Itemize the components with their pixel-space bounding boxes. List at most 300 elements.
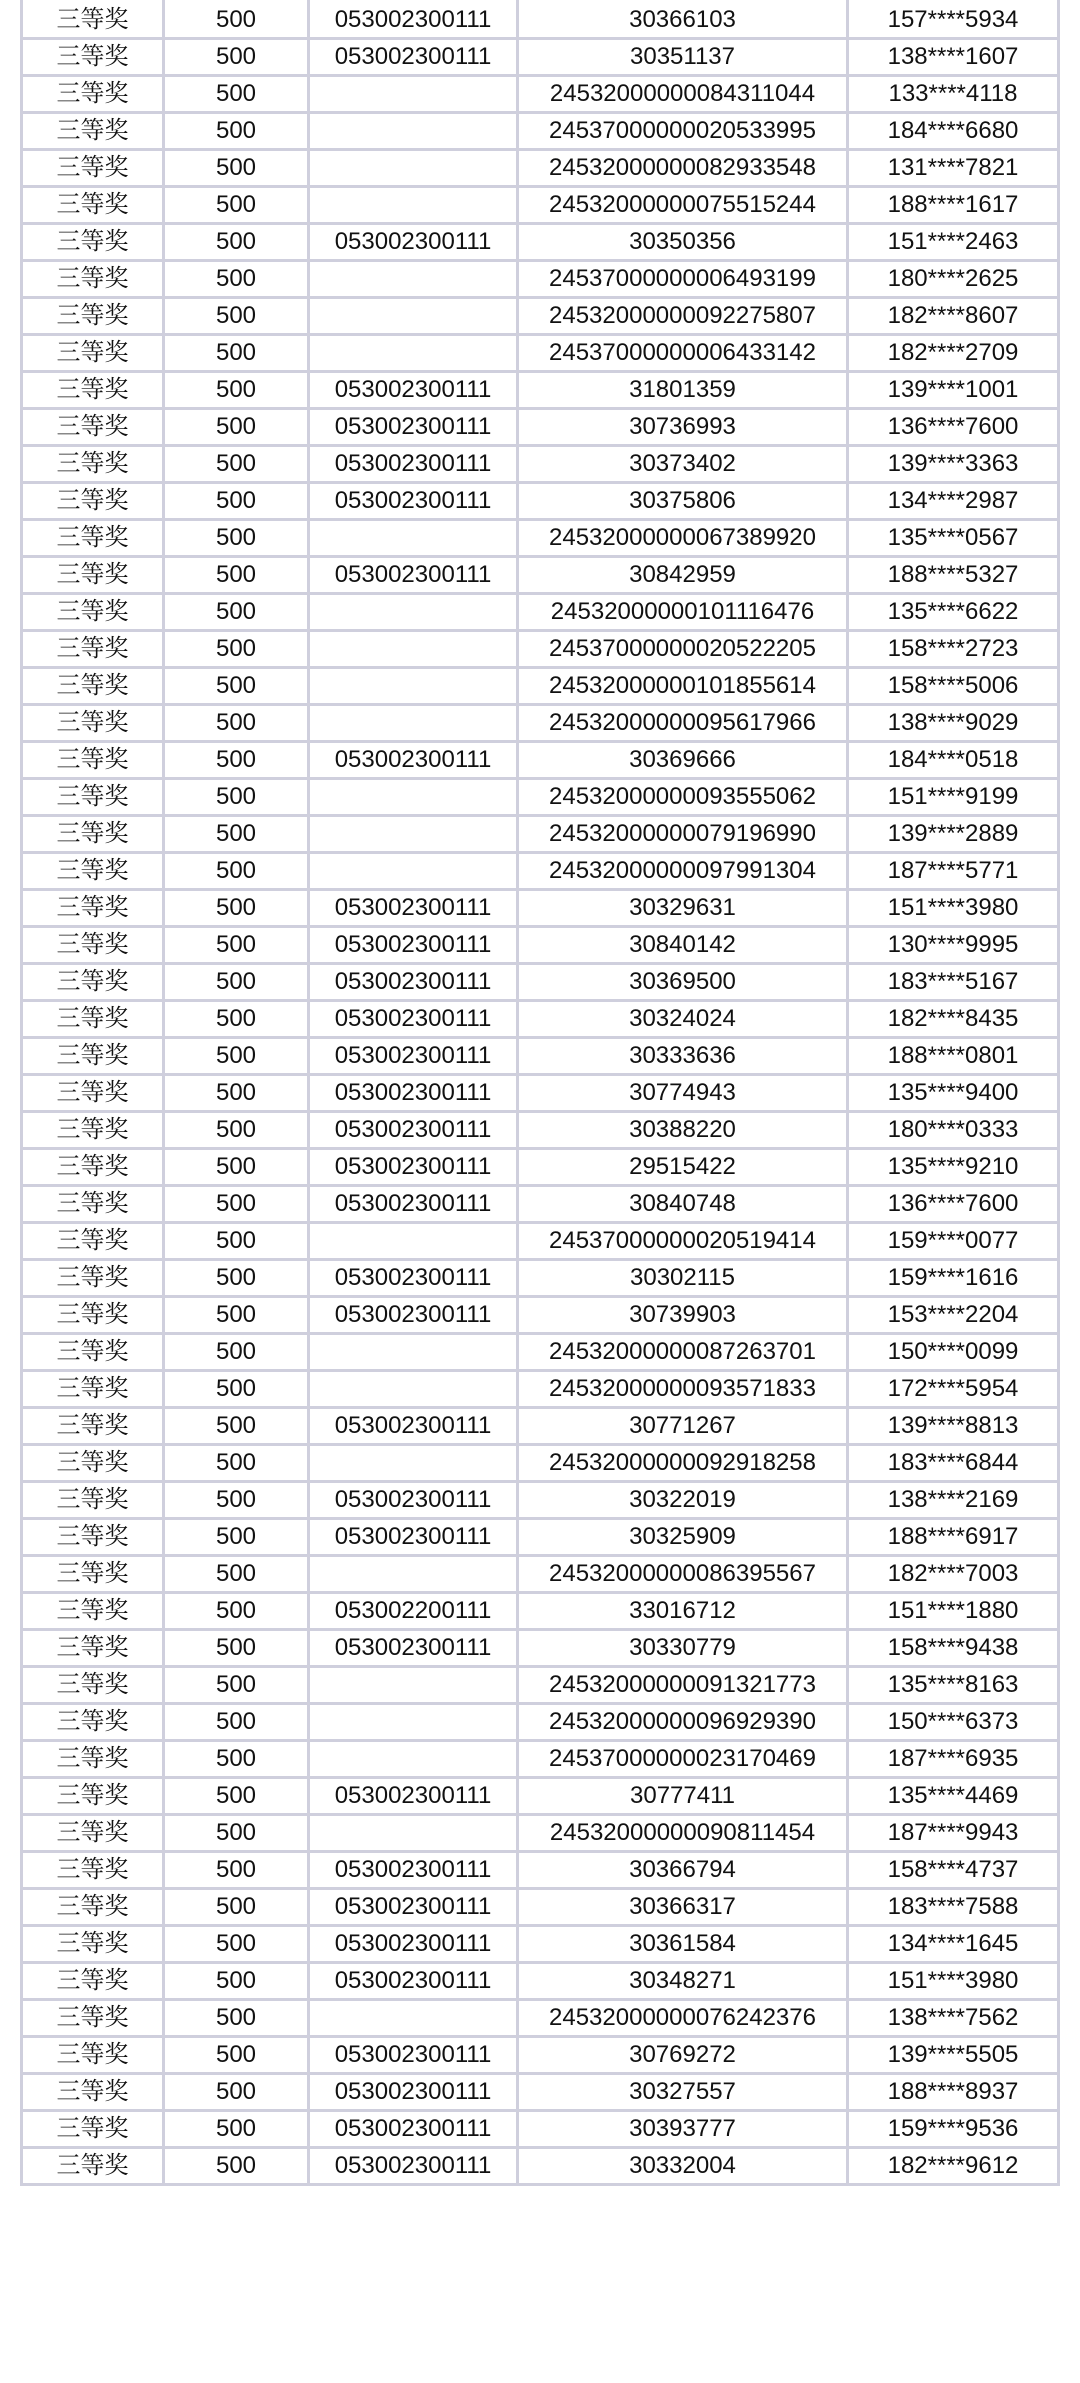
prize-level-cell: 三等奖	[22, 1260, 164, 1297]
station-code-cell	[309, 113, 518, 150]
table-row	[22, 1778, 1059, 1815]
ticket-number-cell: 30361584	[518, 1926, 848, 1963]
prize-level-cell: 三等奖	[22, 1334, 164, 1371]
station-code-cell: 053002300111	[309, 372, 518, 409]
prize-level-cell: 三等奖	[22, 150, 164, 187]
table-row	[22, 1593, 1059, 1630]
prize-amount-cell: 500	[164, 2000, 309, 2037]
prize-level-cell: 三等奖	[22, 964, 164, 1001]
prize-amount-cell: 500	[164, 1149, 309, 1186]
prize-amount-cell: 500	[164, 1889, 309, 1926]
ticket-number-cell: 30771267	[518, 1408, 848, 1445]
ticket-number-cell: 30351137	[518, 39, 848, 76]
prize-amount-cell: 500	[164, 964, 309, 1001]
phone-number-cell: 139****8813	[848, 1408, 1059, 1445]
station-code-cell: 053002300111	[309, 890, 518, 927]
phone-number-cell: 133****4118	[848, 76, 1059, 113]
phone-number-cell: 159****1616	[848, 1260, 1059, 1297]
station-code-cell: 053002300111	[309, 2148, 518, 2185]
prize-level-cell: 三等奖	[22, 1889, 164, 1926]
phone-number-cell: 135****8163	[848, 1667, 1059, 1704]
ticket-number-cell: 30348271	[518, 1963, 848, 2000]
ticket-number-cell: 30840142	[518, 927, 848, 964]
phone-number-cell: 151****1880	[848, 1593, 1059, 1630]
station-code-cell	[309, 853, 518, 890]
prize-level-cell: 三等奖	[22, 779, 164, 816]
phone-number-cell: 150****6373	[848, 1704, 1059, 1741]
ticket-number-cell: 30393777	[518, 2111, 848, 2148]
prize-amount-cell: 500	[164, 520, 309, 557]
phone-number-cell: 138****7562	[848, 2000, 1059, 2037]
prize-amount-cell: 500	[164, 483, 309, 520]
station-code-cell	[309, 1667, 518, 1704]
prize-amount-cell: 500	[164, 1519, 309, 1556]
ticket-number-cell: 24532000000096929390	[518, 1704, 848, 1741]
prize-amount-cell: 500	[164, 1001, 309, 1038]
station-code-cell	[309, 187, 518, 224]
station-code-cell: 053002300111	[309, 1260, 518, 1297]
prize-amount-cell: 500	[164, 1186, 309, 1223]
table-row	[22, 1630, 1059, 1667]
station-code-cell	[309, 76, 518, 113]
table-row	[22, 39, 1059, 76]
prize-amount-cell: 500	[164, 1593, 309, 1630]
phone-number-cell: 187****9943	[848, 1815, 1059, 1852]
phone-number-cell: 135****6622	[848, 594, 1059, 631]
table-row	[22, 2037, 1059, 2074]
phone-number-cell: 182****8607	[848, 298, 1059, 335]
winners-table	[20, 0, 1060, 2186]
prize-level-cell: 三等奖	[22, 557, 164, 594]
prize-level-cell: 三等奖	[22, 1741, 164, 1778]
table-row	[22, 1223, 1059, 1260]
prize-level-cell: 三等奖	[22, 1963, 164, 2000]
table-row	[22, 76, 1059, 113]
ticket-number-cell: 24532000000076242376	[518, 2000, 848, 2037]
phone-number-cell: 183****5167	[848, 964, 1059, 1001]
phone-number-cell: 131****7821	[848, 150, 1059, 187]
station-code-cell: 053002300111	[309, 1852, 518, 1889]
ticket-number-cell: 24532000000086395567	[518, 1556, 848, 1593]
phone-number-cell: 182****7003	[848, 1556, 1059, 1593]
prize-level-cell: 三等奖	[22, 1556, 164, 1593]
prize-amount-cell: 500	[164, 2074, 309, 2111]
station-code-cell: 053002300111	[309, 1519, 518, 1556]
prize-level-cell: 三等奖	[22, 1001, 164, 1038]
ticket-number-cell: 30366103	[518, 2, 848, 39]
ticket-number-cell: 30302115	[518, 1260, 848, 1297]
phone-number-cell: 158****4737	[848, 1852, 1059, 1889]
prize-level-cell: 三等奖	[22, 224, 164, 261]
station-code-cell: 053002300111	[309, 1186, 518, 1223]
prize-level-cell: 三等奖	[22, 1815, 164, 1852]
ticket-number-cell: 24537000000006493199	[518, 261, 848, 298]
phone-number-cell: 180****2625	[848, 261, 1059, 298]
ticket-number-cell: 24537000000020533995	[518, 113, 848, 150]
phone-number-cell: 187****5771	[848, 853, 1059, 890]
ticket-number-cell: 30330779	[518, 1630, 848, 1667]
phone-number-cell: 139****2889	[848, 816, 1059, 853]
prize-amount-cell: 500	[164, 594, 309, 631]
prize-level-cell: 三等奖	[22, 1371, 164, 1408]
table-row	[22, 927, 1059, 964]
ticket-number-cell: 24532000000090811454	[518, 1815, 848, 1852]
phone-number-cell: 158****9438	[848, 1630, 1059, 1667]
ticket-number-cell: 24537000000020519414	[518, 1223, 848, 1260]
table-row	[22, 1260, 1059, 1297]
table-row	[22, 1741, 1059, 1778]
prize-amount-cell: 500	[164, 2111, 309, 2148]
phone-number-cell: 188****6917	[848, 1519, 1059, 1556]
ticket-number-cell: 24532000000075515244	[518, 187, 848, 224]
station-code-cell	[309, 2000, 518, 2037]
station-code-cell: 053002300111	[309, 964, 518, 1001]
prize-level-cell: 三等奖	[22, 631, 164, 668]
prize-amount-cell: 500	[164, 150, 309, 187]
ticket-number-cell: 24532000000101855614	[518, 668, 848, 705]
station-code-cell	[309, 1223, 518, 1260]
prize-amount-cell: 500	[164, 298, 309, 335]
prize-amount-cell: 500	[164, 927, 309, 964]
prize-amount-cell: 500	[164, 1556, 309, 1593]
station-code-cell: 053002200111	[309, 1593, 518, 1630]
ticket-number-cell: 30739903	[518, 1297, 848, 1334]
prize-level-cell: 三等奖	[22, 520, 164, 557]
table-row	[22, 1889, 1059, 1926]
table-row	[22, 1519, 1059, 1556]
table-row	[22, 890, 1059, 927]
table-row	[22, 2111, 1059, 2148]
prize-amount-cell: 500	[164, 1445, 309, 1482]
winners-table-body	[22, 2, 1059, 2185]
ticket-number-cell: 24532000000092275807	[518, 298, 848, 335]
prize-level-cell: 三等奖	[22, 2074, 164, 2111]
prize-level-cell: 三等奖	[22, 261, 164, 298]
phone-number-cell: 158****2723	[848, 631, 1059, 668]
phone-number-cell: 188****5327	[848, 557, 1059, 594]
prize-level-cell: 三等奖	[22, 2000, 164, 2037]
prize-level-cell: 三等奖	[22, 1593, 164, 1630]
station-code-cell	[309, 1704, 518, 1741]
table-row	[22, 1445, 1059, 1482]
prize-level-cell: 三等奖	[22, 2, 164, 39]
station-code-cell: 053002300111	[309, 1112, 518, 1149]
prize-level-cell: 三等奖	[22, 1852, 164, 1889]
phone-number-cell: 135****9210	[848, 1149, 1059, 1186]
station-code-cell	[309, 1556, 518, 1593]
prize-level-cell: 三等奖	[22, 1075, 164, 1112]
ticket-number-cell: 30840748	[518, 1186, 848, 1223]
station-code-cell: 053002300111	[309, 927, 518, 964]
prize-level-cell: 三等奖	[22, 927, 164, 964]
station-code-cell: 053002300111	[309, 1297, 518, 1334]
table-row	[22, 1297, 1059, 1334]
table-row	[22, 1815, 1059, 1852]
phone-number-cell: 157****5934	[848, 2, 1059, 39]
prize-amount-cell: 500	[164, 2, 309, 39]
phone-number-cell: 159****0077	[848, 1223, 1059, 1260]
ticket-number-cell: 30736993	[518, 409, 848, 446]
prize-amount-cell: 500	[164, 187, 309, 224]
table-row	[22, 1704, 1059, 1741]
prize-amount-cell: 500	[164, 1852, 309, 1889]
station-code-cell: 053002300111	[309, 1926, 518, 1963]
ticket-number-cell: 30777411	[518, 1778, 848, 1815]
table-row	[22, 2074, 1059, 2111]
prize-level-cell: 三等奖	[22, 39, 164, 76]
table-row	[22, 742, 1059, 779]
phone-number-cell: 139****5505	[848, 2037, 1059, 2074]
table-row	[22, 705, 1059, 742]
table-row	[22, 113, 1059, 150]
phone-number-cell: 187****6935	[848, 1741, 1059, 1778]
ticket-number-cell: 30375806	[518, 483, 848, 520]
prize-level-cell: 三等奖	[22, 446, 164, 483]
station-code-cell	[309, 1445, 518, 1482]
phone-number-cell: 134****1645	[848, 1926, 1059, 1963]
ticket-number-cell: 30333636	[518, 1038, 848, 1075]
prize-level-cell: 三等奖	[22, 113, 164, 150]
prize-amount-cell: 500	[164, 335, 309, 372]
prize-amount-cell: 500	[164, 557, 309, 594]
ticket-number-cell: 24532000000091321773	[518, 1667, 848, 1704]
station-code-cell: 053002300111	[309, 1038, 518, 1075]
station-code-cell	[309, 150, 518, 187]
ticket-number-cell: 30774943	[518, 1075, 848, 1112]
station-code-cell	[309, 1371, 518, 1408]
ticket-number-cell: 30369666	[518, 742, 848, 779]
prize-amount-cell: 500	[164, 705, 309, 742]
station-code-cell: 053002300111	[309, 2037, 518, 2074]
prize-amount-cell: 500	[164, 816, 309, 853]
ticket-number-cell: 30325909	[518, 1519, 848, 1556]
phone-number-cell: 153****2204	[848, 1297, 1059, 1334]
prize-level-cell: 三等奖	[22, 1038, 164, 1075]
table-row	[22, 779, 1059, 816]
table-row	[22, 594, 1059, 631]
prize-level-cell: 三等奖	[22, 853, 164, 890]
phone-number-cell: 138****1607	[848, 39, 1059, 76]
station-code-cell	[309, 298, 518, 335]
table-row	[22, 1038, 1059, 1075]
prize-level-cell: 三等奖	[22, 409, 164, 446]
table-row	[22, 261, 1059, 298]
phone-number-cell: 151****2463	[848, 224, 1059, 261]
station-code-cell: 053002300111	[309, 1889, 518, 1926]
station-code-cell: 053002300111	[309, 1482, 518, 1519]
phone-number-cell: 182****9612	[848, 2148, 1059, 2185]
table-row	[22, 668, 1059, 705]
ticket-number-cell: 24532000000095617966	[518, 705, 848, 742]
prize-level-cell: 三等奖	[22, 1112, 164, 1149]
table-row	[22, 1112, 1059, 1149]
ticket-number-cell: 24532000000093555062	[518, 779, 848, 816]
prize-amount-cell: 500	[164, 1408, 309, 1445]
phone-number-cell: 151****3980	[848, 1963, 1059, 2000]
station-code-cell: 053002300111	[309, 39, 518, 76]
prize-amount-cell: 500	[164, 113, 309, 150]
station-code-cell	[309, 1815, 518, 1852]
table-row	[22, 372, 1059, 409]
station-code-cell: 053002300111	[309, 2, 518, 39]
phone-number-cell: 130****9995	[848, 927, 1059, 964]
prize-level-cell: 三等奖	[22, 76, 164, 113]
station-code-cell: 053002300111	[309, 1001, 518, 1038]
prize-amount-cell: 500	[164, 372, 309, 409]
prize-amount-cell: 500	[164, 1482, 309, 1519]
prize-amount-cell: 500	[164, 1075, 309, 1112]
prize-amount-cell: 500	[164, 1667, 309, 1704]
table-row	[22, 1963, 1059, 2000]
prize-level-cell: 三等奖	[22, 668, 164, 705]
station-code-cell: 053002300111	[309, 557, 518, 594]
table-row	[22, 446, 1059, 483]
ticket-number-cell: 24532000000097991304	[518, 853, 848, 890]
phone-number-cell: 138****2169	[848, 1482, 1059, 1519]
prize-amount-cell: 500	[164, 1741, 309, 1778]
table-row	[22, 1408, 1059, 1445]
phone-number-cell: 183****7588	[848, 1889, 1059, 1926]
ticket-number-cell: 24532000000082933548	[518, 150, 848, 187]
station-code-cell	[309, 261, 518, 298]
ticket-number-cell: 24532000000084311044	[518, 76, 848, 113]
prize-level-cell: 三等奖	[22, 2111, 164, 2148]
table-row	[22, 150, 1059, 187]
station-code-cell	[309, 705, 518, 742]
prize-level-cell: 三等奖	[22, 1445, 164, 1482]
station-code-cell: 053002300111	[309, 1963, 518, 2000]
ticket-number-cell: 24532000000079196990	[518, 816, 848, 853]
ticket-number-cell: 24537000000006433142	[518, 335, 848, 372]
prize-level-cell: 三等奖	[22, 594, 164, 631]
station-code-cell: 053002300111	[309, 1630, 518, 1667]
phone-number-cell: 159****9536	[848, 2111, 1059, 2148]
prize-amount-cell: 500	[164, 631, 309, 668]
prize-level-cell: 三等奖	[22, 1926, 164, 1963]
phone-number-cell: 136****7600	[848, 1186, 1059, 1223]
prize-amount-cell: 500	[164, 853, 309, 890]
prize-amount-cell: 500	[164, 1038, 309, 1075]
phone-number-cell: 150****0099	[848, 1334, 1059, 1371]
prize-amount-cell: 500	[164, 39, 309, 76]
prize-level-cell: 三等奖	[22, 1149, 164, 1186]
phone-number-cell: 139****1001	[848, 372, 1059, 409]
ticket-number-cell: 30332004	[518, 2148, 848, 2185]
prize-level-cell: 三等奖	[22, 298, 164, 335]
table-row	[22, 631, 1059, 668]
station-code-cell: 053002300111	[309, 1408, 518, 1445]
table-row	[22, 409, 1059, 446]
table-row	[22, 1149, 1059, 1186]
prize-level-cell: 三等奖	[22, 1519, 164, 1556]
prize-amount-cell: 500	[164, 1297, 309, 1334]
table-row	[22, 1186, 1059, 1223]
ticket-number-cell: 30842959	[518, 557, 848, 594]
ticket-number-cell: 31801359	[518, 372, 848, 409]
phone-number-cell: 134****2987	[848, 483, 1059, 520]
prize-level-cell: 三等奖	[22, 1630, 164, 1667]
phone-number-cell: 151****9199	[848, 779, 1059, 816]
table-row	[22, 187, 1059, 224]
table-row	[22, 853, 1059, 890]
phone-number-cell: 151****3980	[848, 890, 1059, 927]
prize-level-cell: 三等奖	[22, 2148, 164, 2185]
ticket-number-cell: 30324024	[518, 1001, 848, 1038]
prize-level-cell: 三等奖	[22, 1704, 164, 1741]
table-row	[22, 1667, 1059, 1704]
ticket-number-cell: 30369500	[518, 964, 848, 1001]
prize-amount-cell: 500	[164, 2037, 309, 2074]
prize-amount-cell: 500	[164, 1815, 309, 1852]
table-row	[22, 1371, 1059, 1408]
station-code-cell: 053002300111	[309, 224, 518, 261]
phone-number-cell: 182****8435	[848, 1001, 1059, 1038]
prize-amount-cell: 500	[164, 1371, 309, 1408]
prize-amount-cell: 500	[164, 2148, 309, 2185]
ticket-number-cell: 24537000000020522205	[518, 631, 848, 668]
table-row	[22, 483, 1059, 520]
prize-level-cell: 三等奖	[22, 1297, 164, 1334]
station-code-cell	[309, 668, 518, 705]
prize-amount-cell: 500	[164, 1112, 309, 1149]
ticket-number-cell: 30350356	[518, 224, 848, 261]
table-row	[22, 1556, 1059, 1593]
phone-number-cell: 188****8937	[848, 2074, 1059, 2111]
ticket-number-cell: 33016712	[518, 1593, 848, 1630]
prize-amount-cell: 500	[164, 890, 309, 927]
ticket-number-cell: 24532000000093571833	[518, 1371, 848, 1408]
station-code-cell: 053002300111	[309, 1778, 518, 1815]
phone-number-cell: 184****6680	[848, 113, 1059, 150]
ticket-number-cell: 24532000000087263701	[518, 1334, 848, 1371]
phone-number-cell: 135****4469	[848, 1778, 1059, 1815]
table-row	[22, 964, 1059, 1001]
prize-amount-cell: 500	[164, 1260, 309, 1297]
phone-number-cell: 188****0801	[848, 1038, 1059, 1075]
prize-amount-cell: 500	[164, 76, 309, 113]
table-row	[22, 298, 1059, 335]
station-code-cell: 053002300111	[309, 2074, 518, 2111]
ticket-number-cell: 30366317	[518, 1889, 848, 1926]
prize-level-cell: 三等奖	[22, 1482, 164, 1519]
table-row	[22, 520, 1059, 557]
prize-level-cell: 三等奖	[22, 187, 164, 224]
prize-amount-cell: 500	[164, 1926, 309, 1963]
ticket-number-cell: 30329631	[518, 890, 848, 927]
phone-number-cell: 184****0518	[848, 742, 1059, 779]
station-code-cell	[309, 1741, 518, 1778]
phone-number-cell: 180****0333	[848, 1112, 1059, 1149]
table-row	[22, 224, 1059, 261]
prize-level-cell: 三等奖	[22, 1778, 164, 1815]
table-row	[22, 2000, 1059, 2037]
prize-level-cell: 三等奖	[22, 1186, 164, 1223]
table-row	[22, 2148, 1059, 2185]
table-row	[22, 1852, 1059, 1889]
prize-amount-cell: 500	[164, 742, 309, 779]
prize-amount-cell: 500	[164, 1704, 309, 1741]
ticket-number-cell: 24532000000092918258	[518, 1445, 848, 1482]
station-code-cell: 053002300111	[309, 1149, 518, 1186]
ticket-number-cell: 30366794	[518, 1852, 848, 1889]
station-code-cell: 053002300111	[309, 483, 518, 520]
station-code-cell	[309, 816, 518, 853]
station-code-cell	[309, 631, 518, 668]
phone-number-cell: 138****9029	[848, 705, 1059, 742]
ticket-number-cell: 30388220	[518, 1112, 848, 1149]
prize-amount-cell: 500	[164, 779, 309, 816]
table-row	[22, 1001, 1059, 1038]
